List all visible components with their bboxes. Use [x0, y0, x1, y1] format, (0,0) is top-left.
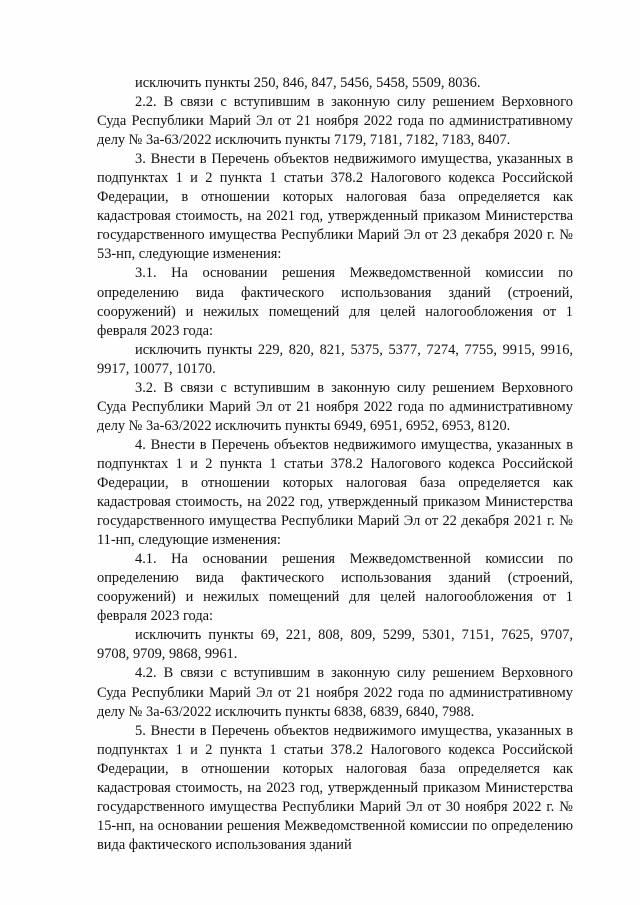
paragraph-5: 5. Внести в Перечень объектов недвижимого имущества, указанных в подпунктах 1 и 2 пункта 1 статьи 378.2 Налогового кодекса Российской Федерации, в отношении которых налоговая база определяется как кадастровая стоимость, на 2023 год, утвержденный приказом Министерства государственного имущества Республики Марий Эл от 30 ноября 2022 г. № 15-нп, на основании решения Межведомственной комиссии по определению вида фактического использования зданий [97, 722, 573, 853]
paragraph-exclude-items-2-1: исключить пункты 250, 846, 847, 5456, 5458, 5509, 8036. [135, 75, 481, 91]
paragraph-2-2: 2.2. В связи с вступившим в законную силу решением Верховного Суда Республики Марий Эл от 21 ноября 2022 года по административному делу № 3а-63/2022 исключить пункты 7179, 7181, 7182, 7183, 8407. [97, 94, 573, 149]
paragraph-3-1: 3.1. На основании решения Межведомственной комиссии по определению вида фактического использования зданий (строений, сооружений) и нежилых помещений для целей налогообложения от 1 февраля 2023 года: [97, 265, 573, 339]
document-body [97, 74, 573, 855]
paragraph-exclude-items-3-1: исключить пункты 229, 820, 821, 5375, 5377, 7274, 7755, 9915, 9916, 9917, 10077, 10170. [97, 341, 573, 377]
paragraph-3: 3. Внести в Перечень объектов недвижимого имущества, указанных в подпунктах 1 и 2 пункта 1 статьи 378.2 Налогового кодекса Российской Федерации, в отношении которых налоговая база определяется как кадастровая стоимость, на 2021 год, утвержденный приказом Министерства государственного имущества Республики Марий Эл от 23 декабря 2020 г. № 53-нп, следующие изменения: [97, 151, 573, 263]
paragraph-exclude-items-4-1: исключить пункты 69, 221, 808, 809, 5299, 5301, 7151, 7625, 9707, 9708, 9709, 9868, 9961. [97, 627, 573, 663]
paragraph-4: 4. Внести в Перечень объектов недвижимого имущества, указанных в подпунктах 1 и 2 пункта 1 статьи 378.2 Налогового кодекса Российской Федерации, в отношении которых налоговая база определяется как кадастровая стоимость, на 2022 год, утвержденный приказом Министерства государственного имущества Республики Марий Эл от 22 декабря 2021 г. № 11-нп, следующие изменения: [97, 436, 573, 549]
paragraph-4-2: 4.2. В связи с вступившим в законную силу решением Верховного Суда Республики Марий Эл от 21 ноября 2022 года по административному делу № 3а-63/2022 исключить пункты 6838, 6839, 6840, 7988. [97, 665, 573, 720]
paragraph-3-2: 3.2. В связи с вступившим в законную силу решением Верховного Суда Республики Марий Эл от 21 ноября 2022 года по административному делу № 3а-63/2022 исключить пункты 6949, 6951, 6952, 6953, 8120. [97, 379, 573, 434]
paragraph-4-1: 4.1. На основании решения Межведомственной комиссии по определению вида фактического использования зданий (строений, сооружений) и нежилых помещений для целей налогообложения от 1 февраля 2023 года: [97, 551, 573, 625]
